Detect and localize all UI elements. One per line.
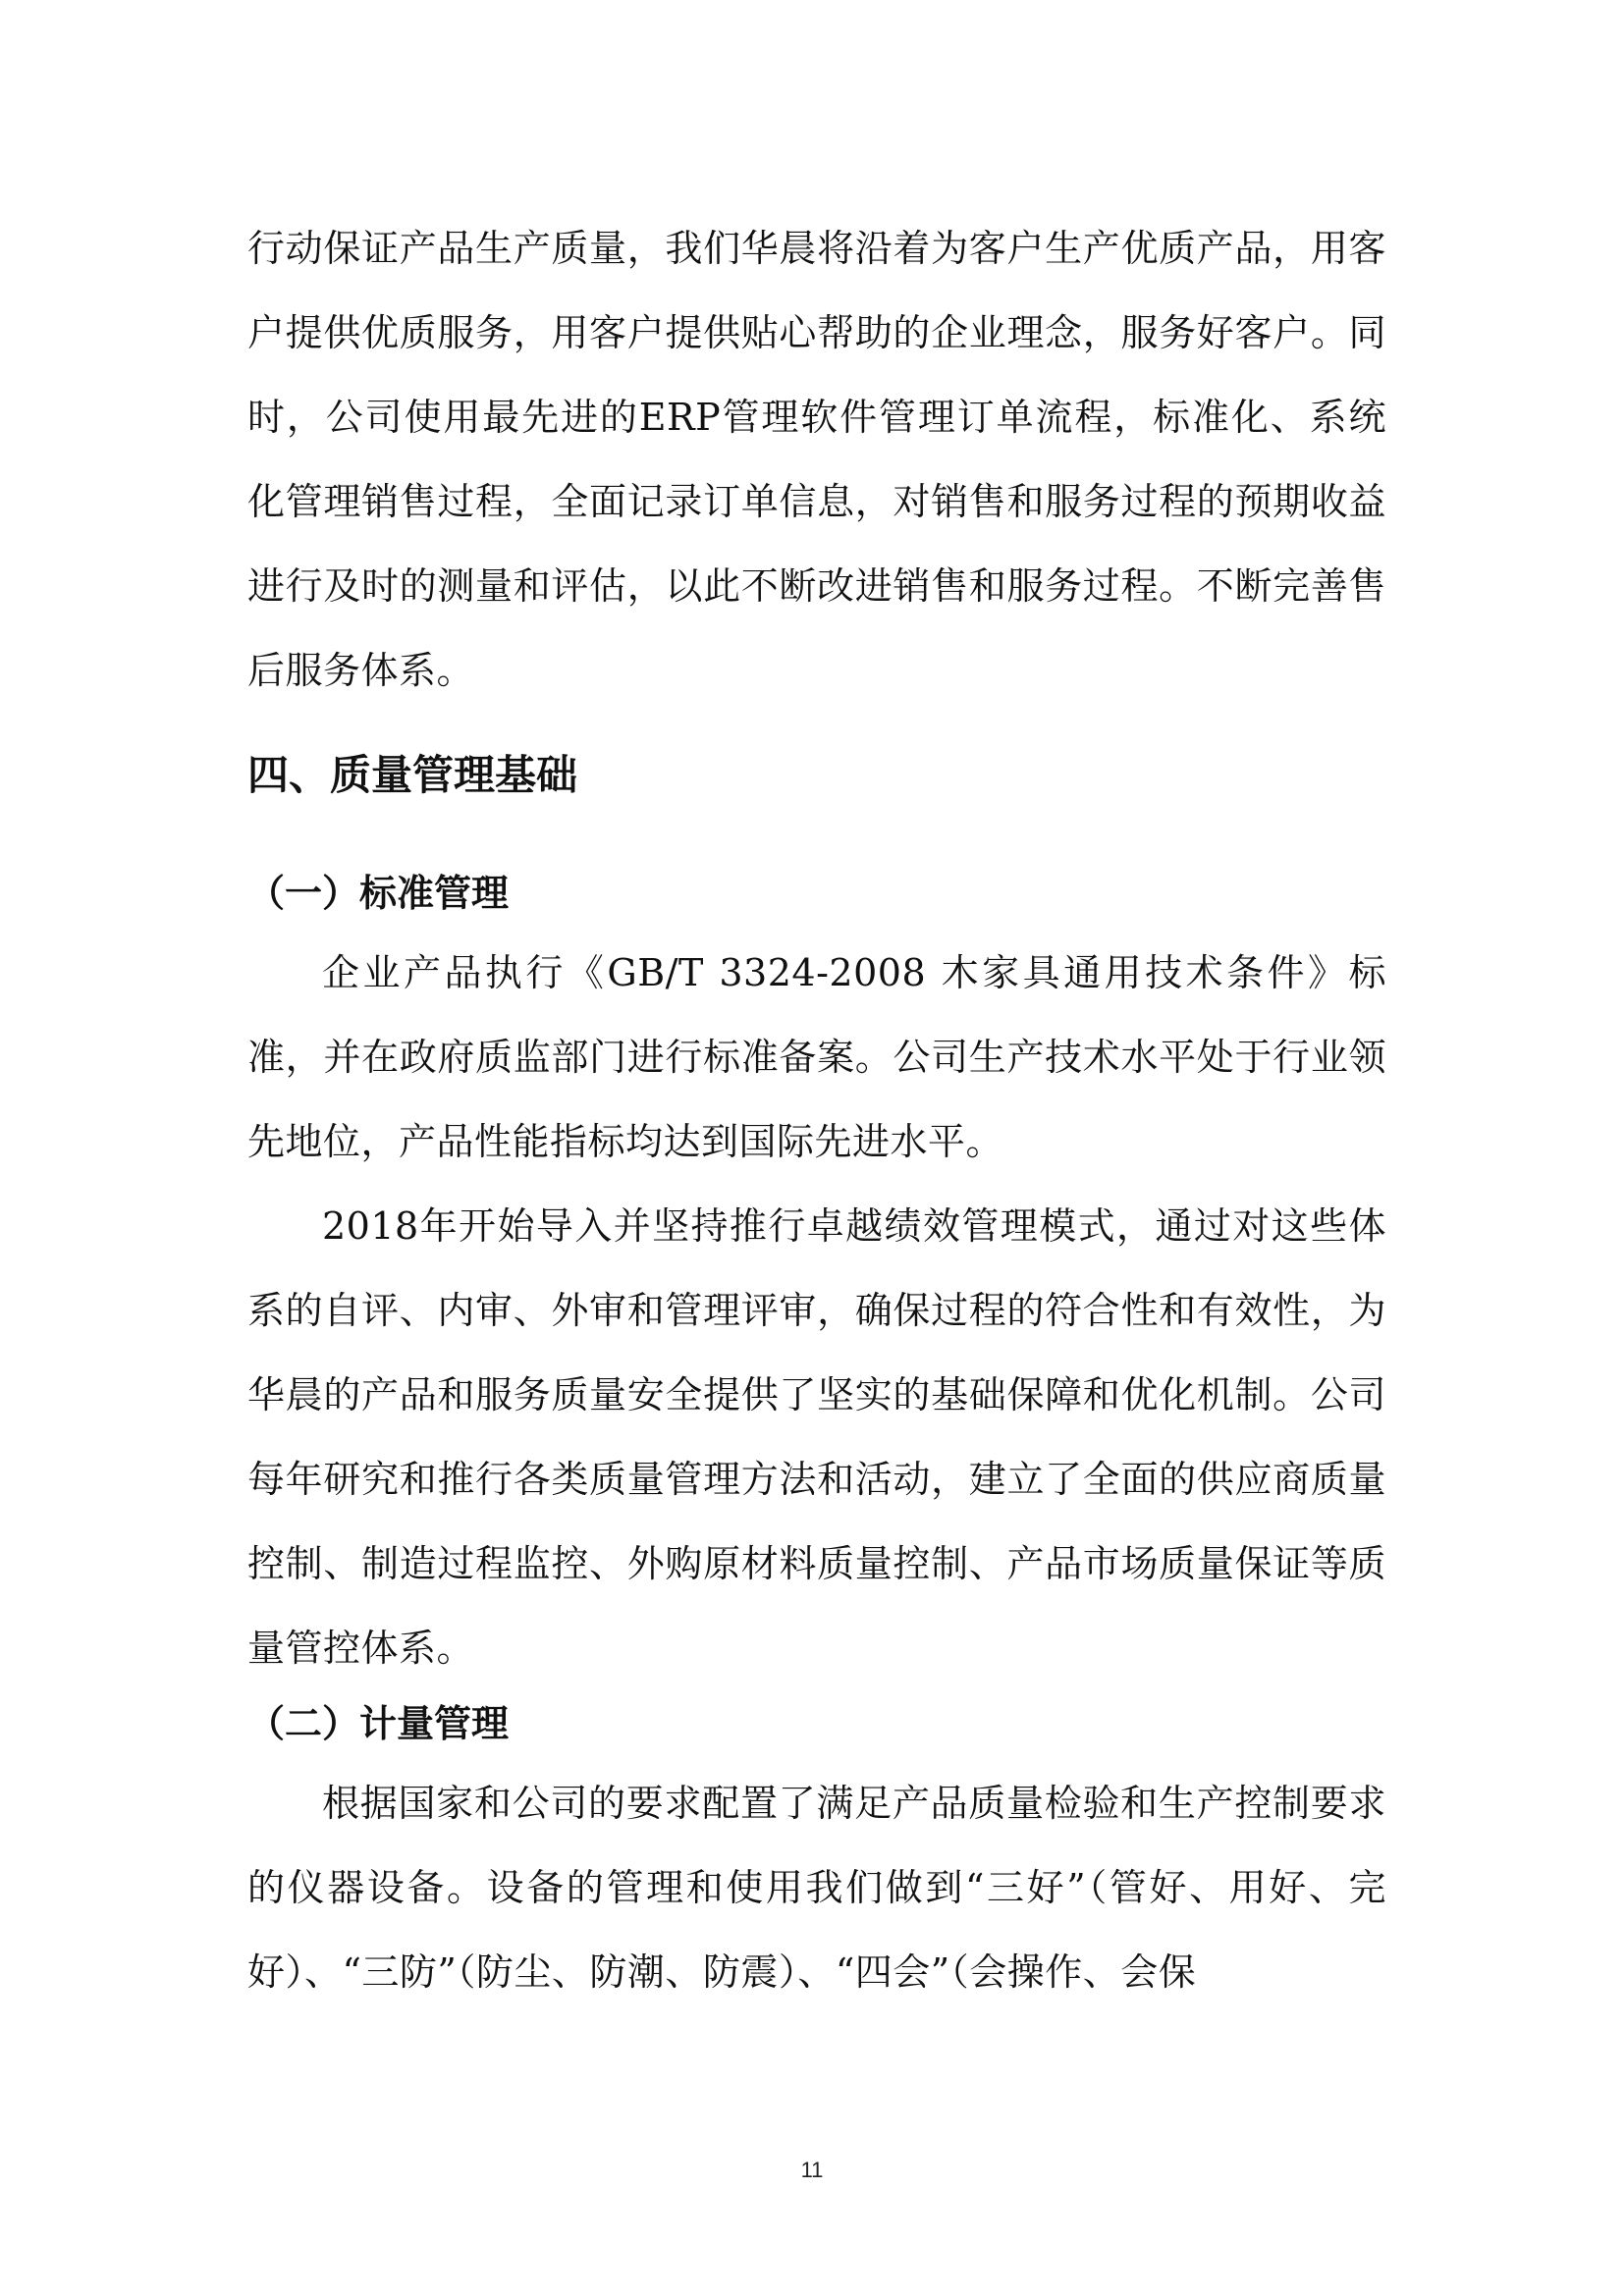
body-paragraph: 根据国家和公司的要求配置了满足产品质量检验和生产控制要求的仪器设备。设备的管理和使用我们做到“三好”（管好、用好、完好）、“三防”（防尘、防潮、防震）、“四会”（会操作、会保: [247, 1782, 1386, 1994]
page-number: 11: [800, 2158, 824, 2182]
body-paragraph: 2018年开始导入并坚持推行卓越绩效管理模式，通过对这些体系的自评、内审、外审和管理评审，确保过程的符合性和有效性，为华晨的产品和服务质量安全提供了坚实的基础保障和优化机制。公司每年研究和推行各类质量管理方法和活动，建立了全面的供应商质量控制、制造过程监控、外购原材料质量控制、产品市场质量保证等质量管控体系。: [247, 1204, 1386, 1670]
subsection-heading: （一）标准管理: [247, 872, 510, 915]
page-content: [247, 206, 1386, 2014]
subsection-heading: （二）计量管理: [247, 1702, 510, 1745]
body-paragraph: 行动保证产品生产质量，我们华晨将沿着为客户生产优质产品，用客户提供优质服务，用客户提供贴心帮助的企业理念，服务好客户。同时，公司使用最先进的ERP管理软件管理订单流程，标准化、系统化管理销售过程，全面记录订单信息，对销售和服务过程的预期收益进行及时的测量和评估，以此不断改进销售和服务过程。不断完善售后服务体系。: [247, 227, 1386, 692]
section-heading: 四、质量管理基础: [247, 751, 578, 799]
body-paragraph: 企业产品执行《GB/T 3324-2008 木家具通用技术条件》标准，并在政府质监部门进行标准备案。公司生产技术水平处于行业领先地位，产品性能指标均达到国际先进水平。: [247, 951, 1386, 1163]
